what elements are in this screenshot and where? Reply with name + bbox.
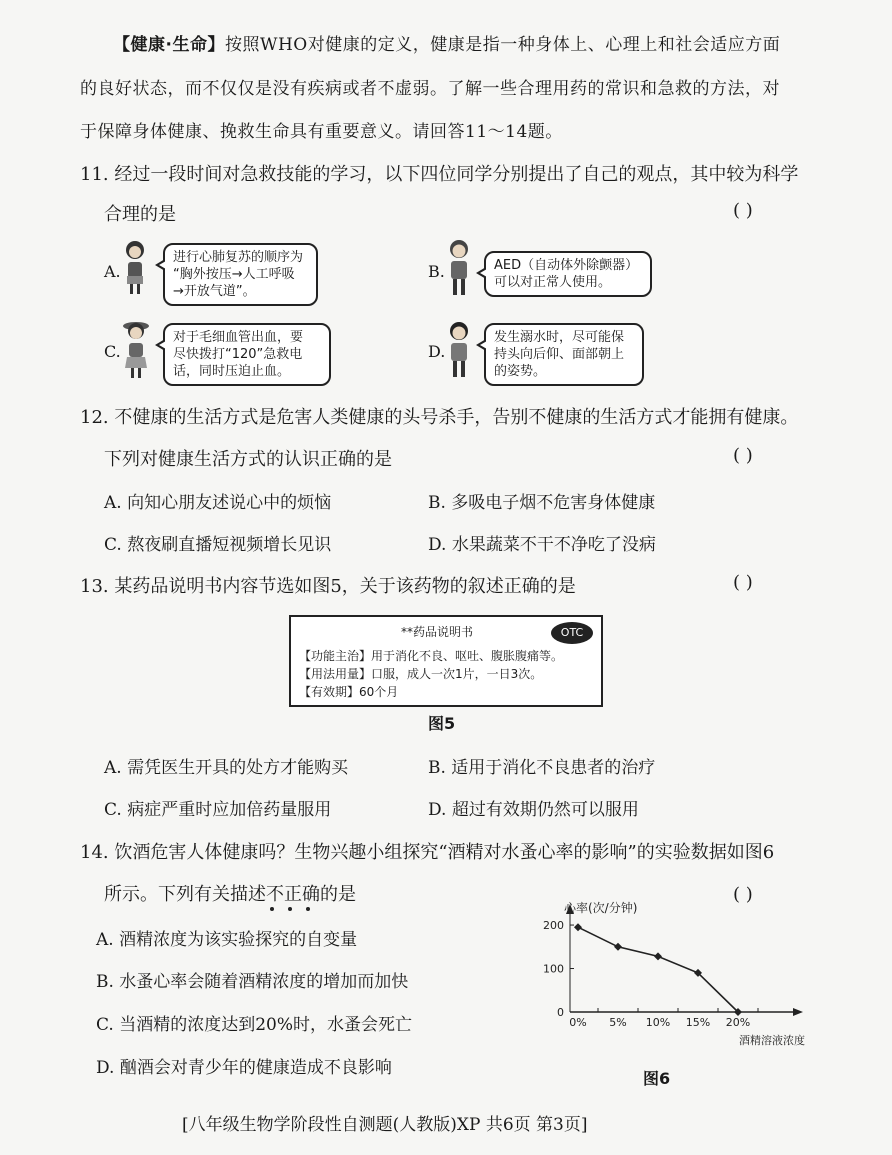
intro-line-2: 的良好状态，而不仅仅是没有疾病或者不虚弱。了解一些合理用药的常识和急救的方法，对 — [80, 79, 780, 99]
q12-option-b[interactable]: B. 多吸电子烟不危害身体健康 — [428, 493, 656, 513]
q11-a-line-3: →开放气道”。 — [173, 284, 256, 299]
q11-answer-bracket[interactable]: ( ) — [733, 200, 753, 221]
x-axis-label: 酒精溶液浓度 — [739, 1034, 805, 1047]
q11-option-d-bubble[interactable] — [484, 323, 644, 386]
q14-option-d[interactable]: D. 酗酒会对青少年的健康造成不良影响 — [96, 1058, 392, 1078]
y-tick-label: 100 — [543, 962, 564, 976]
q11-d-line-3: 的姿势。 — [494, 364, 547, 379]
intro-line-1-text: 按照WHO对健康的定义，健康是指一种身体上、心理上和社会适应方面 — [224, 35, 781, 55]
intro-tag: 【健康·生命】 — [113, 35, 225, 55]
q11-option-b-label[interactable]: B. — [428, 262, 445, 281]
q11-option-a-label[interactable]: A. — [104, 262, 121, 281]
emphasis-dot — [306, 907, 310, 911]
x-tick-label: 15% — [685, 1016, 711, 1029]
series-line — [578, 927, 738, 1012]
q13-answer-bracket[interactable]: ( ) — [733, 572, 753, 593]
q12-option-c[interactable]: C. 熬夜刷直播短视频增长见识 — [104, 535, 332, 555]
x-axis-arrow — [793, 1008, 803, 1016]
q11-stem-2: 合理的是 — [104, 204, 176, 225]
boy-student-icon — [444, 238, 474, 300]
q14-option-b[interactable]: B. 水蚤心率会随着酒精浓度的增加而加快 — [96, 972, 409, 992]
boy-student-icon — [444, 320, 474, 382]
data-point — [574, 923, 582, 931]
x-tick-label: 0% — [569, 1016, 587, 1029]
q11-d-line-1: 发生溺水时，尽可能保 — [494, 330, 625, 345]
q11-c-line-2: 尽快拨打“120”急救电 — [173, 347, 303, 362]
q13-option-a[interactable]: A. 需凭医生开具的处方才能购买 — [104, 758, 349, 778]
y-tick-label: 0 — [557, 1006, 564, 1019]
q11-b-line-2: 可以对正常人使用。 — [494, 275, 612, 290]
q11-b-line-1: AED（自动体外除颤器） — [494, 258, 639, 273]
q13-option-b[interactable]: B. 适用于消化不良患者的治疗 — [428, 758, 656, 778]
leaflet-title: **药品说明书 — [401, 625, 474, 639]
q14-stem-1: 14. 饮酒危害人体健康吗？生物兴趣小组探究“酒精对水蚤心率的影响”的实验数据如图6 — [80, 842, 775, 863]
q11-c-line-1: 对于毛细血管出血，要 — [173, 330, 304, 345]
heart-rate-chart — [520, 900, 810, 1060]
chart-series-line — [578, 927, 738, 1012]
leaflet-expiry: 【有效期】60个月 — [299, 685, 399, 699]
q11-a-line-1: 进行心肺复苏的顺序为 — [173, 250, 304, 265]
q11-d-line-2: 持头向后仰、面部朝上 — [494, 347, 625, 362]
q13-stem: 13. 某药品说明书内容节选如图5，关于该药物的叙述正确的是 — [80, 576, 576, 597]
otc-badge: OTC — [551, 622, 593, 644]
x-tick-label: 10% — [645, 1016, 671, 1029]
q12-option-d[interactable]: D. 水果蔬菜不干不净吃了没病 — [428, 535, 656, 555]
figure-6-caption: 图6 — [643, 1069, 671, 1088]
q12-stem-1: 12. 不健康的生活方式是危害人类健康的头号杀手，告别不健康的生活方式才能拥有健康。 — [80, 407, 799, 428]
q11-option-c-label[interactable]: C. — [104, 342, 121, 361]
q11-stem-1: 11. 经过一段时间对急救技能的学习，以下四位同学分别提出了自己的观点，其中较为科学 — [80, 164, 799, 185]
girl-with-hat-icon — [120, 318, 152, 380]
q14-option-c[interactable]: C. 当酒精的浓度达到20%时，水蚤会死亡 — [96, 1015, 412, 1035]
chart-axes — [566, 904, 803, 1016]
y-tick-label: 200 — [543, 919, 564, 933]
leaflet-indication: 【功能主治】用于消化不良、呕吐、腹胀腹痛等。 — [299, 649, 564, 663]
q13-option-d[interactable]: D. 超过有效期仍然可以服用 — [428, 800, 639, 820]
q12-option-a[interactable]: A. 向知心朋友述说心中的烦恼 — [104, 493, 332, 513]
chart-tick-labels — [543, 900, 805, 1047]
intro-line-3: 于保障身体健康、挽救生命具有重要意义。请回答11～14题。 — [80, 122, 563, 142]
data-point — [614, 943, 622, 951]
page-footer: [八年级生物学阶段性自测题(人教版)XP 共6页 第3页] — [182, 1115, 588, 1135]
medicine-leaflet — [289, 615, 603, 707]
q11-option-b-bubble[interactable] — [484, 251, 652, 297]
q12-stem-2: 下列对健康生活方式的认识正确的是 — [104, 449, 392, 470]
q14-answer-bracket[interactable]: ( ) — [733, 884, 753, 905]
figure-5-caption: 图5 — [428, 714, 456, 733]
q11-option-c-bubble[interactable] — [163, 323, 331, 386]
q14-option-a[interactable]: A. 酒精浓度为该实验探究的自变量 — [96, 930, 358, 950]
leaflet-dosage: 【用法用量】口服，成人一次1片，一日3次。 — [299, 667, 543, 681]
girl-student-icon — [120, 238, 150, 298]
q12-answer-bracket[interactable]: ( ) — [733, 445, 753, 466]
q14-stem-2: 所示。下列有关描述不正确的是 — [104, 884, 356, 905]
q11-c-line-3: 话，同时压迫止血。 — [173, 364, 291, 379]
q11-option-a-bubble[interactable] — [163, 243, 318, 306]
data-point — [654, 952, 662, 960]
y-axis-label: 心率(次/分钟) — [564, 901, 638, 915]
q13-option-c[interactable]: C. 病症严重时应加倍药量服用 — [104, 800, 332, 820]
emphasis-dot — [270, 907, 274, 911]
intro-line-1 — [113, 30, 780, 55]
x-tick-label: 20% — [725, 1016, 751, 1029]
q11-option-d-label[interactable]: D. — [428, 342, 446, 361]
x-tick-label: 5% — [609, 1016, 627, 1029]
emphasis-dot — [288, 907, 292, 911]
q11-a-line-2: “胸外按压→人工呼吸 — [173, 267, 295, 282]
